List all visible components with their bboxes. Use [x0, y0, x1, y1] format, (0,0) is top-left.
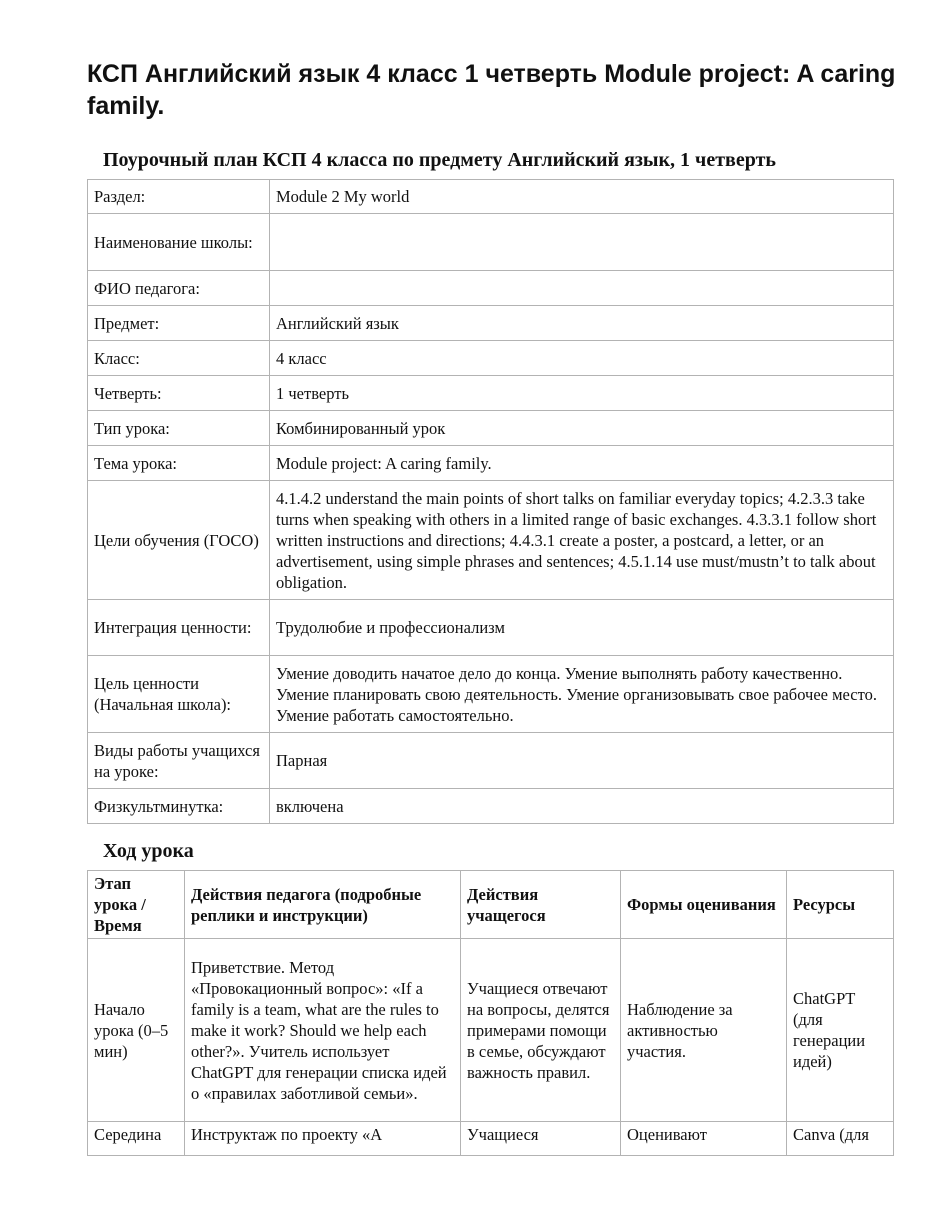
info-label: Интеграция ценности: [88, 600, 270, 656]
assessment-cell: Наблюдение за активностью участия. [621, 939, 787, 1122]
info-row [88, 271, 894, 306]
lesson-progress-title: Ход урока [103, 840, 194, 862]
student-actions-cell: Учащиеся [461, 1122, 621, 1156]
info-label: Четверть: [88, 376, 270, 411]
header-resources: Ресурсы [787, 871, 894, 939]
info-row [88, 214, 894, 271]
resources-cell: Canva (для [787, 1122, 894, 1156]
info-row [88, 656, 894, 733]
info-value: 4.1.4.2 understand the main points of short talks on familiar everyday topics; 4.2.3.3 take turns when speaking with others in a limited range of basic exchanges. 4.3.3.1 follow short written instructions and directions; 4.4.3.1 create a poster, a postcard, a letter, or an advertisement, using simple phrases and sentences; 4.5.1.14 use must/mustn’t to talk about obligation. [270, 481, 894, 600]
resources-cell: ChatGPT (для генерации идей) [787, 939, 894, 1122]
info-label: Класс: [88, 341, 270, 376]
stage-cell: Середина [88, 1122, 185, 1156]
info-row [88, 481, 894, 600]
info-label: Тема урока: [88, 446, 270, 481]
info-value: включена [270, 789, 894, 824]
info-value: Английский язык [270, 306, 894, 341]
info-value: 4 класс [270, 341, 894, 376]
info-value: 1 четверть [270, 376, 894, 411]
lesson-row [88, 939, 894, 1122]
info-label: ФИО педагога: [88, 271, 270, 306]
info-value: Module 2 My world [270, 180, 894, 214]
info-row [88, 446, 894, 481]
student-actions-cell: Учащиеся отвечают на вопросы, делятся примерами помощи в семье, обсуждают важность правил. [461, 939, 621, 1122]
lesson-header-row [88, 871, 894, 939]
info-label: Наименование школы: [88, 214, 270, 271]
info-value: Умение доводить начатое дело до конца. Умение выполнять работу качественно. Умение планировать свою деятельность. Умение организовывать свое рабочее место. Умение работать самостоятельно. [270, 656, 894, 733]
teacher-actions-cell: Инструктаж по проекту «A [185, 1122, 461, 1156]
info-row [88, 789, 894, 824]
lesson-row [88, 1122, 894, 1156]
stage-cell: Начало урока (0–5 мин) [88, 939, 185, 1122]
header-teacher-actions: Действия педагога (подробные реплики и инструкции) [185, 871, 461, 939]
info-row [88, 733, 894, 789]
lesson-progress-table [87, 870, 894, 1156]
info-row [88, 180, 894, 214]
info-row [88, 341, 894, 376]
teacher-actions-cell: Приветствие. Метод «Провокационный вопрос»: «If a family is a team, what are the rules to make it work? Should we help each other?». Учитель использует ChatGPT для генерации списка идей о «правилах заботливой семьи». [185, 939, 461, 1122]
info-value: Трудолюбие и профессионализм [270, 600, 894, 656]
document-title: КСП Английский язык 4 класс 1 четверть Module project: A caring family. [87, 60, 896, 120]
info-label: Физкультминутка: [88, 789, 270, 824]
plan-subtitle: Поурочный план КСП 4 класса по предмету Английский язык, 1 четверть [103, 149, 776, 171]
info-row [88, 306, 894, 341]
info-row [88, 376, 894, 411]
info-label: Цель ценности (Начальная школа): [88, 656, 270, 733]
header-student-actions: Действия учащегося [461, 871, 621, 939]
info-row [88, 411, 894, 446]
info-value: Module project: A caring family. [270, 446, 894, 481]
header-assessment: Формы оценивания [621, 871, 787, 939]
lesson-info-table [87, 179, 894, 824]
assessment-cell: Оценивают [621, 1122, 787, 1156]
info-value [270, 214, 894, 271]
info-value [270, 271, 894, 306]
info-label: Предмет: [88, 306, 270, 341]
info-label: Раздел: [88, 180, 270, 214]
info-row [88, 600, 894, 656]
header-stage: Этап урока / Время [88, 871, 185, 939]
info-value: Парная [270, 733, 894, 789]
info-label: Цели обучения (ГОСО) [88, 481, 270, 600]
info-label: Виды работы учащихся на уроке: [88, 733, 270, 789]
info-label: Тип урока: [88, 411, 270, 446]
info-value: Комбинированный урок [270, 411, 894, 446]
